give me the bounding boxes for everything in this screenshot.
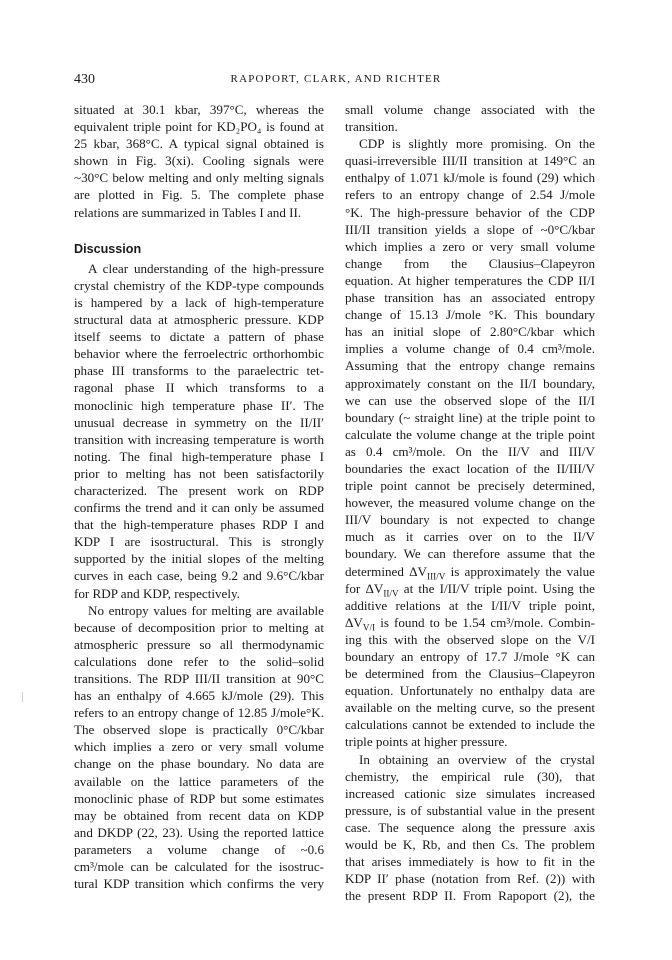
- text-line: that the high-temperature phases RDP I and: [74, 517, 324, 533]
- text-line: boundaries the exact location of the II/III/V: [345, 460, 595, 476]
- text-line: CDP is slightly more promising. On the: [359, 136, 595, 152]
- text-line: that arises immediately is how to fit in the: [345, 854, 595, 870]
- text-line: phase III transforms to the paraelectric tet-: [74, 363, 324, 379]
- text-line: curves in each case, being 9.2 and 9.6°C/kbar: [74, 568, 324, 584]
- text-line: would be K, Rb, and then Cs. The problem: [345, 837, 595, 853]
- text-line: parameters a volume change of ~0.6: [74, 841, 324, 857]
- text-line: calculations cannot be extended to include the: [345, 717, 595, 733]
- paragraph: [345, 751, 595, 905]
- text-line: atmospheric pressure so all thermodynamic: [74, 636, 324, 652]
- right-column: [345, 101, 595, 904]
- text-line: monoclinic high temperature phase II′. The: [74, 397, 324, 413]
- text-line: °K. The high-pressure behavior of the CDP: [345, 204, 595, 220]
- text-line: prior to melting has not been satisfactorily: [74, 465, 324, 481]
- text-line: change of 15.13 J/mole °K. This boundary: [345, 307, 595, 323]
- text-line: $\Delta V_{V/I}$ is found to be 1.54 cm³/mole. Combin-: [345, 614, 595, 633]
- running-head: RAPOPORT, CLARK, AND RICHTER: [230, 73, 442, 85]
- text-line: which implies a zero or very small volume: [345, 238, 595, 254]
- paragraph: [74, 602, 324, 893]
- text-line: has an initial slope of 2.80°C/kbar which: [345, 324, 595, 340]
- text-line: case. The sequence along the pressure axis: [345, 819, 595, 835]
- text-line: refers to an entropy change of 12.85 J/mole°K.: [74, 705, 324, 721]
- text-line: A clear understanding of the high-pressure: [88, 260, 324, 276]
- left-column: [74, 101, 324, 892]
- text-line: are plotted in Fig. 5. The complete phase: [74, 187, 324, 203]
- paragraph: [345, 101, 595, 135]
- text-line: relations are summarized in Tables I and II.: [74, 204, 302, 220]
- text-line: change on the phase boundary. No data are: [74, 756, 324, 772]
- paragraph: [345, 135, 595, 750]
- text-line: calculate the volume change at the triple point: [345, 426, 595, 442]
- text-line: confirms the trend and it can only be assumed: [74, 500, 324, 516]
- text-line: triple points at higher pressure.: [345, 734, 508, 750]
- text-line: which implies a zero or very small volume: [74, 739, 324, 755]
- text-line: determined $\Delta V_{III/V}$ is approximately the value: [345, 563, 595, 582]
- text-line: Assuming that the entropy change remains: [345, 358, 595, 374]
- text-line: pressure, is of substantial value in the present: [345, 802, 595, 818]
- text-line: structural data at atmospheric pressure. KDP: [74, 312, 324, 328]
- text-line: has an enthalpy of 4.665 kJ/mole (29). This: [74, 688, 324, 704]
- text-line: KDP II′ phase (notation from Ref. (2)) with: [345, 871, 595, 887]
- text-line: may be obtained from recent data on KDP: [74, 807, 324, 823]
- text-line: unusual decrease in symmetry on the II/II′: [74, 414, 324, 430]
- text-line: as 0.4 cm³/mole. On the II/V and III/V: [345, 443, 595, 459]
- text-line: KDP I are isostructural. This is strongly: [74, 534, 324, 550]
- text-line: however, the measured volume change on the: [345, 495, 595, 511]
- text-line: calculations done refer to the solid–solid: [74, 653, 324, 669]
- text-line: equivalent triple point for KD₂PO₄ is found at: [74, 119, 324, 135]
- text-line: 25 kbar, 368°C. A typical signal obtained is: [74, 136, 324, 152]
- text-line: No entropy values for melting are available: [88, 602, 324, 618]
- text-line: itself seems to dictate a pattern of phase: [74, 329, 324, 345]
- text-line: implies a volume change of 0.4 cm³/mole.: [345, 341, 595, 357]
- text-line: boundary (~ straight line) at the triple point to: [345, 409, 595, 425]
- text-line: and DKDP (22, 23). Using the reported lattice: [74, 824, 324, 840]
- text-line: tural KDP transition which confirms the very: [74, 876, 324, 892]
- text-line: III/V boundary is not expected to change: [345, 512, 595, 528]
- text-line: because of decomposition prior to melting at: [74, 619, 324, 635]
- text-line: for RDP and KDP, respectively.: [74, 585, 240, 601]
- text-line: much as it carries over on to the II/V: [345, 529, 595, 545]
- text-line: quasi-irreversible III/II transition at 149°C an: [345, 153, 595, 169]
- text-line: behavior where the ferroelectric orthorhombic: [74, 346, 324, 362]
- text-line: In obtaining an overview of the crystal: [359, 751, 595, 767]
- section-heading: Discussion: [74, 241, 142, 256]
- page-header: [74, 72, 598, 90]
- text-line: chemistry, the empirical rule (30), that: [345, 768, 595, 784]
- text-line: ing this with the observed slope on the V/I: [345, 631, 595, 647]
- text-line: triple point cannot be precisely determined,: [345, 478, 595, 494]
- text-line: change from the Clausius–Clapeyron: [345, 255, 595, 271]
- text-line: equation. At higher temperatures the CDP II/I: [345, 272, 595, 288]
- text-line: approximately constant on the II/I boundary,: [345, 375, 595, 391]
- text-line: III/II transition yields a slope of ~0°C/kbar: [345, 221, 595, 237]
- text-line: crystal chemistry of the KDP-type compounds: [74, 277, 324, 293]
- text-line: shown in Fig. 3(xi). Cooling signals were: [74, 153, 324, 169]
- section-gap: [74, 221, 324, 238]
- text-line: supported by the initial slopes of the melting: [74, 551, 324, 567]
- paragraph: [74, 101, 324, 221]
- text-line: we can use the observed slope of the II/I: [345, 392, 595, 408]
- paragraph: [74, 260, 324, 602]
- text-line: situated at 30.1 kbar, 397°C, whereas the: [74, 102, 324, 117]
- margin-mark: [22, 692, 23, 702]
- text-line: transitions. The RDP III/II transition at 90°C: [74, 671, 324, 686]
- text-line: refers to an entropy change of 2.54 J/mole: [345, 187, 595, 203]
- text-line: small volume change associated with the: [345, 102, 595, 117]
- text-line: noting. The final high-temperature phase I: [74, 448, 324, 464]
- text-line: monoclinic phase of RDP but some estimates: [74, 790, 324, 806]
- text-line: boundary. We can therefore assume that the: [345, 546, 595, 562]
- text-line: increased cationic size simulates increased: [345, 785, 595, 801]
- text-line: enthalpy of 1.071 kJ/mole is found (29) which: [345, 170, 595, 186]
- text-line: additive relations at the I/II/V triple point,: [345, 597, 595, 613]
- text-line: characterized. The present work on RDP: [74, 482, 324, 498]
- text-line: is hampered by a lack of high-temperature: [74, 294, 324, 310]
- text-line: transition.: [345, 119, 398, 135]
- text-line: boundary an entropy of 17.7 J/mole °K can: [345, 649, 595, 664]
- page-number: 430: [74, 72, 95, 87]
- text-line: The observed slope is practically 0°C/kbar: [74, 722, 324, 738]
- text-line: be determined from the Clausius–Clapeyron: [345, 666, 595, 682]
- text-line: equation. Unfortunately no enthalpy data are: [345, 683, 595, 699]
- text-line: available on the lattice parameters of the: [74, 773, 324, 789]
- text-line: ragonal phase II which transforms to a: [74, 380, 324, 396]
- text-line: ~30°C below melting and only melting signals: [74, 170, 324, 186]
- text-line: available on the melting curve, so the present: [345, 700, 595, 716]
- text-line: the present RDP II. From Rapoport (2), the: [345, 888, 595, 904]
- text-line: phase transition has an associated entropy: [345, 290, 595, 306]
- text-line: cm³/mole can be calculated for the isostruc-: [74, 859, 324, 875]
- text-line: for $\Delta V_{II/V}$ at the I/II/V triple point. Using the: [345, 580, 595, 599]
- text-line: transition with increasing temperature is worth: [74, 431, 324, 447]
